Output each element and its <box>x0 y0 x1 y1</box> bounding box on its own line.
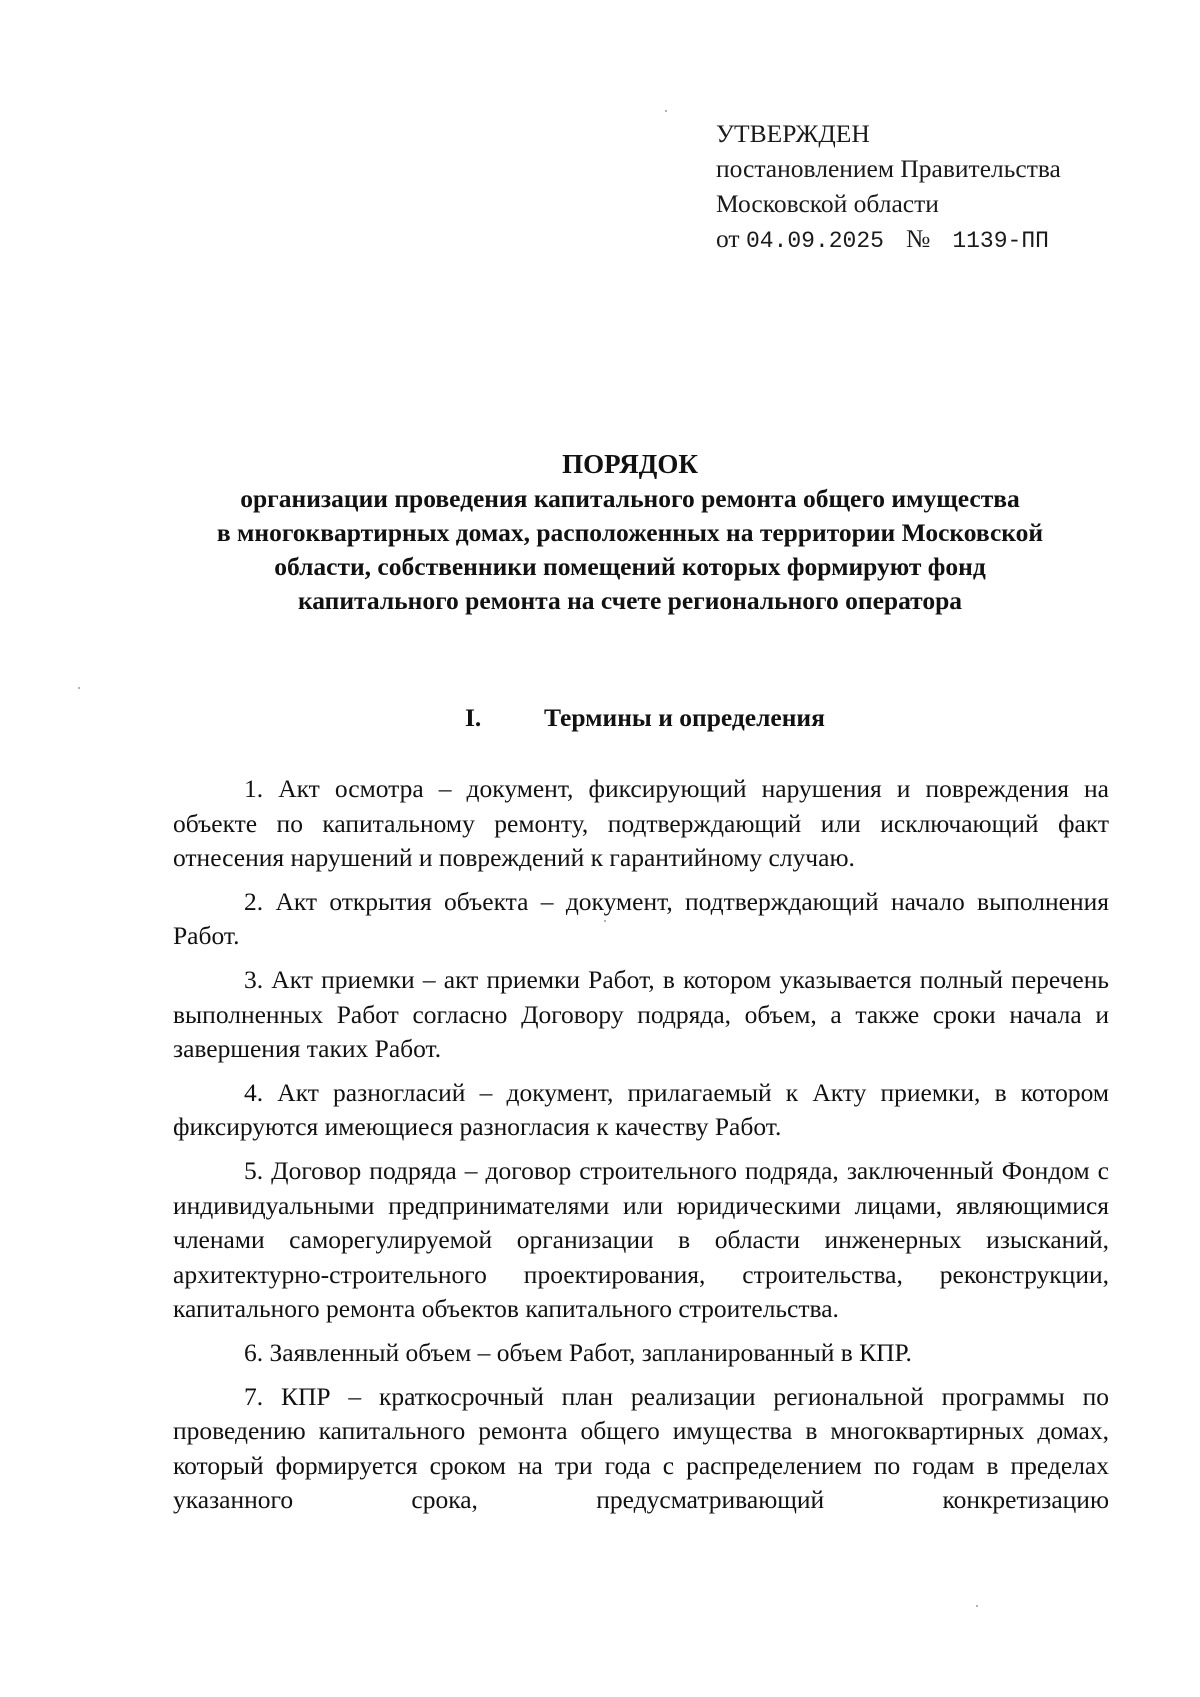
approval-stamp <box>716 116 1061 259</box>
definition-paragraph: 5. Договор подряда – договор строительного подряда, заключенный Фондом с индивидуальными предпринимателями или юридическими лицами, являющимися членами саморегулируемой организации в области инженерных изысканий, архитектурно-строительного проектирования, строительства, реконструкции, капитального ремонта объектов капитального строительства. <box>173 1155 1109 1324</box>
approval-region: Московской области <box>716 189 939 218</box>
definition-paragraph: 2. Акт открытия объекта – документ, подтверждающий начало выполнения Работ. <box>173 886 1109 951</box>
definition-paragraph: 1. Акт осмотра – документ, фиксирующий нарушения и повреждения на объекте по капитальному ремонту, подтверждающий или исключающий факт отнесения нарушений и повреждений к гарантийному случаю. <box>173 774 1109 873</box>
document-subtitle-line: области, собственники помещений которых формируют фонд <box>274 552 986 581</box>
document-subtitle-line: организации проведения капитального ремонта общего имущества <box>240 484 1020 513</box>
scan-speck <box>78 687 80 689</box>
document-title: ПОРЯДОК <box>562 449 698 479</box>
scan-speck <box>665 110 667 112</box>
section-number: I. <box>465 703 482 732</box>
section-heading <box>0 703 1200 739</box>
approval-date-line <box>716 221 1061 259</box>
definition-paragraph: 4. Акт разногласий – документ, прилагаемый к Акту приемки, в котором фиксируются имеющиеся разногласия к качеству Работ. <box>173 1077 1109 1142</box>
approval-date-prefix: от <box>716 224 740 253</box>
document-subtitle-line: капитального ремонта на счете регионального оператора <box>297 586 963 615</box>
section-title: Термины и определения <box>544 703 825 732</box>
definition-paragraph: 3. Акт приемки – акт приемки Работ, в котором указывается полный перечень выполненных Работ согласно Договору подряда, объем, а также сроки начала и завершения таких Работ. <box>173 964 1109 1064</box>
scan-speck <box>604 920 606 922</box>
document-title-block <box>150 446 1110 618</box>
definition-paragraph: 7. КПР – краткосрочный план реализации региональной программы по проведению капитального ремонта общего имущества в многоквартирных домах, который формируется сроком на три года с распределением по годам в пределах указанного срока, предусматривающий конкретизацию <box>173 1381 1109 1515</box>
approval-number: 1139-ПП <box>952 228 1049 254</box>
definition-paragraph: 6. Заявленный объем – объем Работ, запланированный в КПР. <box>244 1337 912 1367</box>
approval-number-sign: № <box>905 224 931 253</box>
document-body <box>173 772 1109 1518</box>
approval-date: 04.09.2025 <box>745 228 884 254</box>
approval-by: постановлением Правительства <box>716 154 1061 183</box>
approval-status: УТВЕРЖДЕН <box>716 119 870 148</box>
document-subtitle-line: в многоквартирных домах, расположенных на территории Московской <box>216 518 1044 547</box>
scan-speck <box>976 1605 978 1607</box>
